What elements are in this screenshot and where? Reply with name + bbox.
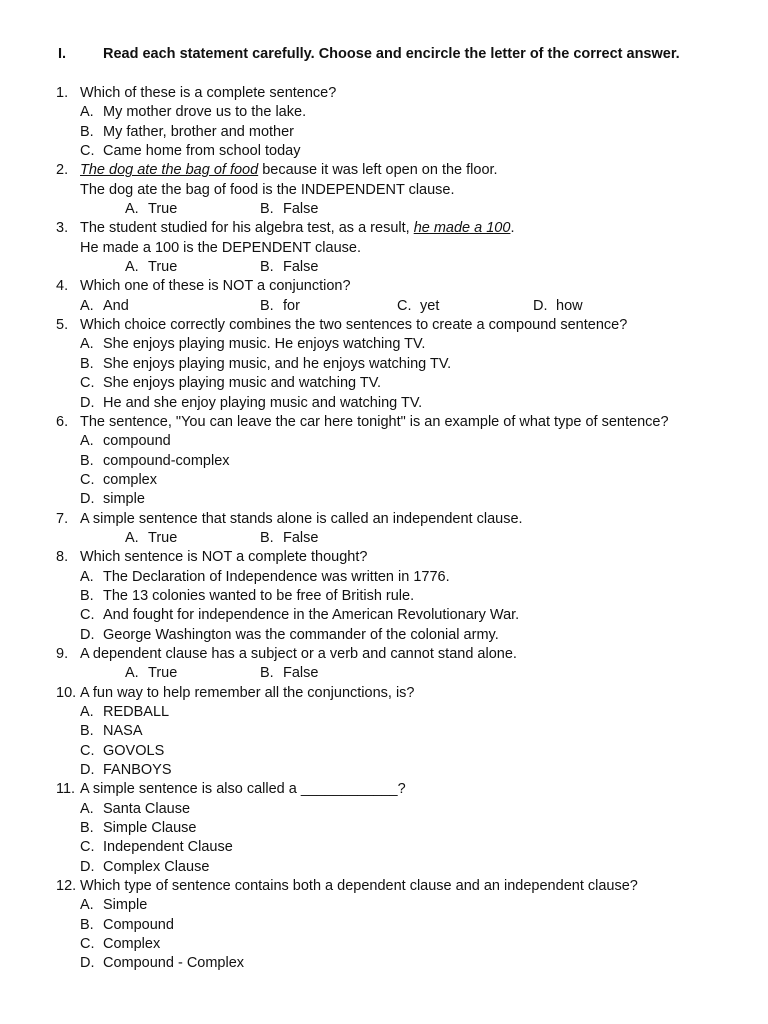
option-letter: D. <box>80 491 95 508</box>
option-text: False <box>283 259 319 276</box>
answer-option[interactable] <box>397 297 439 316</box>
option-text: True <box>148 201 178 218</box>
option-text: compound <box>103 433 171 450</box>
option-letter: B. <box>260 297 274 314</box>
answer-option[interactable] <box>125 529 177 548</box>
question-text: Which of these is a complete sentence? <box>80 85 337 101</box>
option-line <box>0 123 768 142</box>
question-number: 8. <box>56 549 69 566</box>
underlined-clause: The dog ate the bag of food <box>80 162 259 179</box>
option-text: False <box>283 529 319 546</box>
option-text: He and she enjoy playing music and watching TV. <box>103 394 423 411</box>
option-text: yet <box>420 297 440 314</box>
quiz-list <box>0 84 768 974</box>
answer-option[interactable] <box>80 838 233 857</box>
question-number: 3. <box>56 220 69 237</box>
question-number: 4. <box>56 278 69 295</box>
instruction-text: Read each statement carefully. Choose and encircle the letter of the correct answer. <box>103 46 680 62</box>
option-text: She enjoys playing music. He enjoys watching TV. <box>103 336 426 353</box>
option-letter: A. <box>125 529 139 546</box>
option-text: Complex <box>103 936 161 953</box>
question-11 <box>0 780 768 799</box>
question-text-post: . <box>510 220 515 237</box>
section-number: I. <box>58 46 67 62</box>
question-text: A simple sentence that stands alone is called an independent clause. <box>80 510 523 527</box>
answer-option[interactable] <box>80 471 157 490</box>
option-line <box>0 529 768 548</box>
answer-option[interactable] <box>80 335 425 354</box>
answer-option[interactable] <box>80 935 160 954</box>
option-text: The 13 colonies wanted to be free of British rule. <box>103 587 415 604</box>
answer-option[interactable] <box>80 297 129 316</box>
answer-option[interactable] <box>125 258 177 277</box>
question-number: 6. <box>56 413 69 430</box>
question-number: 7. <box>56 510 69 527</box>
option-letter: C. <box>80 839 95 856</box>
option-line <box>0 432 768 451</box>
answer-option[interactable] <box>80 819 197 838</box>
option-text: True <box>148 665 178 682</box>
option-text: compound-complex <box>103 452 230 469</box>
option-line <box>0 819 768 838</box>
option-letter: D. <box>80 762 95 779</box>
answer-option[interactable] <box>80 432 171 451</box>
option-letter: B. <box>260 259 274 276</box>
option-letter: C. <box>80 143 95 160</box>
option-line <box>0 200 768 219</box>
question-6 <box>0 413 768 432</box>
underlined-clause: he made a 100 <box>413 220 511 237</box>
option-line <box>0 703 768 722</box>
answer-option[interactable] <box>125 200 177 219</box>
option-text: False <box>283 201 319 218</box>
option-letter: A. <box>80 297 94 314</box>
question-text: A fun way to help remember all the conjunctions, is? <box>80 684 415 701</box>
option-text: My mother drove us to the lake. <box>103 104 307 121</box>
option-letter: B. <box>80 820 94 837</box>
option-letter: A. <box>80 104 94 121</box>
answer-option[interactable] <box>80 568 450 587</box>
option-text: False <box>283 665 319 682</box>
option-line <box>0 142 768 161</box>
option-line <box>0 471 768 490</box>
option-letter: C. <box>80 607 95 624</box>
option-line <box>0 568 768 587</box>
option-line <box>0 297 768 316</box>
option-line <box>0 374 768 393</box>
option-letter: B. <box>80 916 94 933</box>
option-letter: A. <box>80 800 94 817</box>
option-line <box>0 935 768 954</box>
question-12 <box>0 877 768 896</box>
option-letter: C. <box>397 297 412 314</box>
answer-option[interactable] <box>80 954 244 973</box>
option-text: The Declaration of Independence was written in 1776. <box>103 568 450 585</box>
answer-option[interactable] <box>80 355 451 374</box>
option-text: for <box>283 297 300 314</box>
answer-option[interactable] <box>80 896 147 915</box>
answer-option[interactable] <box>80 606 519 625</box>
question-text <box>80 219 514 238</box>
answer-option[interactable] <box>80 452 230 471</box>
option-text: Complex Clause <box>103 858 210 875</box>
question-number: 12. <box>56 878 77 895</box>
option-line <box>0 490 768 509</box>
question-3 <box>0 219 768 238</box>
option-text: GOVOLS <box>103 742 165 759</box>
option-text: simple <box>103 491 145 508</box>
option-letter: A. <box>80 704 94 720</box>
question-number: 10. <box>56 684 77 701</box>
option-text: Simple <box>103 897 148 914</box>
question-number: 11. <box>56 781 76 798</box>
answer-option[interactable] <box>80 722 143 741</box>
option-line <box>0 587 768 606</box>
answer-option[interactable] <box>80 742 164 761</box>
answer-option[interactable] <box>260 258 318 277</box>
question-text: Which one of these is NOT a conjunction? <box>80 278 351 295</box>
option-letter: B. <box>260 201 274 218</box>
question-8 <box>0 548 768 567</box>
answer-option[interactable] <box>80 394 422 413</box>
question-9 <box>0 645 768 664</box>
option-letter: C. <box>80 375 95 392</box>
option-text: True <box>148 529 178 546</box>
option-letter: B. <box>80 355 94 372</box>
answer-option[interactable] <box>260 664 318 683</box>
option-letter: A. <box>125 665 139 682</box>
option-letter: C. <box>80 936 95 953</box>
option-letter: B. <box>260 665 274 682</box>
question-text <box>80 161 498 180</box>
option-letter: D. <box>533 297 548 314</box>
option-text: Came home from school today <box>103 143 301 160</box>
option-line <box>0 355 768 374</box>
option-text: She enjoys playing music and watching TV. <box>103 375 382 392</box>
answer-option[interactable] <box>80 103 306 122</box>
question-number: 9. <box>56 645 69 662</box>
option-text: Santa Clause <box>103 800 191 817</box>
instructions-header <box>58 46 748 66</box>
question-number: 2. <box>56 162 69 179</box>
answer-option[interactable] <box>80 123 294 142</box>
question-text: Which sentence is NOT a complete thought? <box>80 549 368 566</box>
question-4 <box>0 277 768 296</box>
option-letter: B. <box>80 123 94 140</box>
option-text: Compound - Complex <box>103 955 245 972</box>
option-line <box>0 664 768 683</box>
option-letter: B. <box>80 723 94 740</box>
option-letter: A. <box>80 433 94 450</box>
option-line <box>0 258 768 277</box>
answer-option[interactable] <box>80 490 145 509</box>
answer-option[interactable] <box>260 529 318 548</box>
question-7 <box>0 510 768 529</box>
option-letter: A. <box>80 897 94 914</box>
question-text-pre: The student studied for his algebra test, as a result, <box>80 220 414 237</box>
answer-option[interactable] <box>80 800 190 819</box>
option-text: how <box>556 297 583 314</box>
question-text: Which type of sentence contains both a dependent clause and an independent clause? <box>80 878 638 895</box>
option-text: She enjoys playing music, and he enjoys watching TV. <box>103 355 452 372</box>
question-number: 1. <box>56 85 69 101</box>
option-letter: A. <box>125 259 139 276</box>
answer-option[interactable] <box>80 761 172 780</box>
option-line <box>0 761 768 780</box>
option-text: And fought for independence in the American Revolutionary War. <box>103 607 520 624</box>
question-5 <box>0 316 768 335</box>
option-text: My father, brother and mother <box>103 123 295 140</box>
question-subtext: The dog ate the bag of food is the INDEPENDENT clause. <box>80 181 455 198</box>
option-text: Compound <box>103 916 174 933</box>
answer-option[interactable] <box>533 297 583 316</box>
option-text: George Washington was the commander of the colonial army. <box>103 626 499 643</box>
option-text: NASA <box>103 723 143 740</box>
answer-option[interactable] <box>80 703 169 722</box>
option-letter: D. <box>80 394 95 411</box>
option-line <box>0 722 768 741</box>
question-text: A dependent clause has a subject or a verb and cannot stand alone. <box>80 645 517 662</box>
question-2 <box>0 161 768 180</box>
option-letter: B. <box>80 587 94 604</box>
option-text: REDBALL <box>103 704 170 720</box>
option-line <box>0 103 768 122</box>
option-line <box>0 626 768 645</box>
option-letter: A. <box>80 336 94 353</box>
answer-option[interactable] <box>260 297 300 316</box>
option-line <box>0 858 768 877</box>
question-text-rest: because it was left open on the floor. <box>258 162 498 179</box>
option-letter: A. <box>80 568 94 585</box>
option-line <box>0 452 768 471</box>
option-letter: D. <box>80 955 95 972</box>
option-text: FANBOYS <box>103 762 172 779</box>
option-text: And <box>103 297 129 314</box>
question-text: The sentence, "You can leave the car here tonight" is an example of what type of sentence? <box>80 413 669 430</box>
option-letter: B. <box>80 452 94 469</box>
option-line <box>0 800 768 819</box>
option-line <box>0 335 768 354</box>
option-letter: C. <box>80 742 95 759</box>
option-text: True <box>148 259 178 276</box>
answer-option[interactable] <box>80 142 300 161</box>
option-letter: C. <box>80 471 95 488</box>
option-text: complex <box>103 471 157 488</box>
option-text: Independent Clause <box>103 839 233 856</box>
option-line <box>0 606 768 625</box>
option-line <box>0 394 768 413</box>
question-subtext-line <box>0 239 768 258</box>
question-1 <box>0 84 768 103</box>
answer-option[interactable] <box>80 626 499 645</box>
answer-option[interactable] <box>80 374 381 393</box>
question-number: 5. <box>56 317 69 334</box>
option-letter: D. <box>80 858 95 875</box>
option-line <box>0 896 768 915</box>
option-line <box>0 742 768 761</box>
question-subtext-line <box>0 181 768 200</box>
option-letter: B. <box>260 529 274 546</box>
answer-option[interactable] <box>80 587 414 606</box>
question-subtext: He made a 100 is the DEPENDENT clause. <box>80 239 362 256</box>
option-line <box>0 838 768 857</box>
question-10 <box>0 684 768 703</box>
option-letter: D. <box>80 626 95 643</box>
question-text: Which choice correctly combines the two sentences to create a compound sentence? <box>80 317 628 334</box>
answer-option[interactable] <box>80 858 209 877</box>
answer-option[interactable] <box>80 916 174 935</box>
option-letter: A. <box>125 201 139 218</box>
answer-option[interactable] <box>260 200 318 219</box>
option-line <box>0 916 768 935</box>
question-text: A simple sentence is also called a ____________? <box>80 781 406 798</box>
answer-option[interactable] <box>125 664 177 683</box>
option-text: Simple Clause <box>103 820 197 837</box>
option-line <box>0 954 768 973</box>
